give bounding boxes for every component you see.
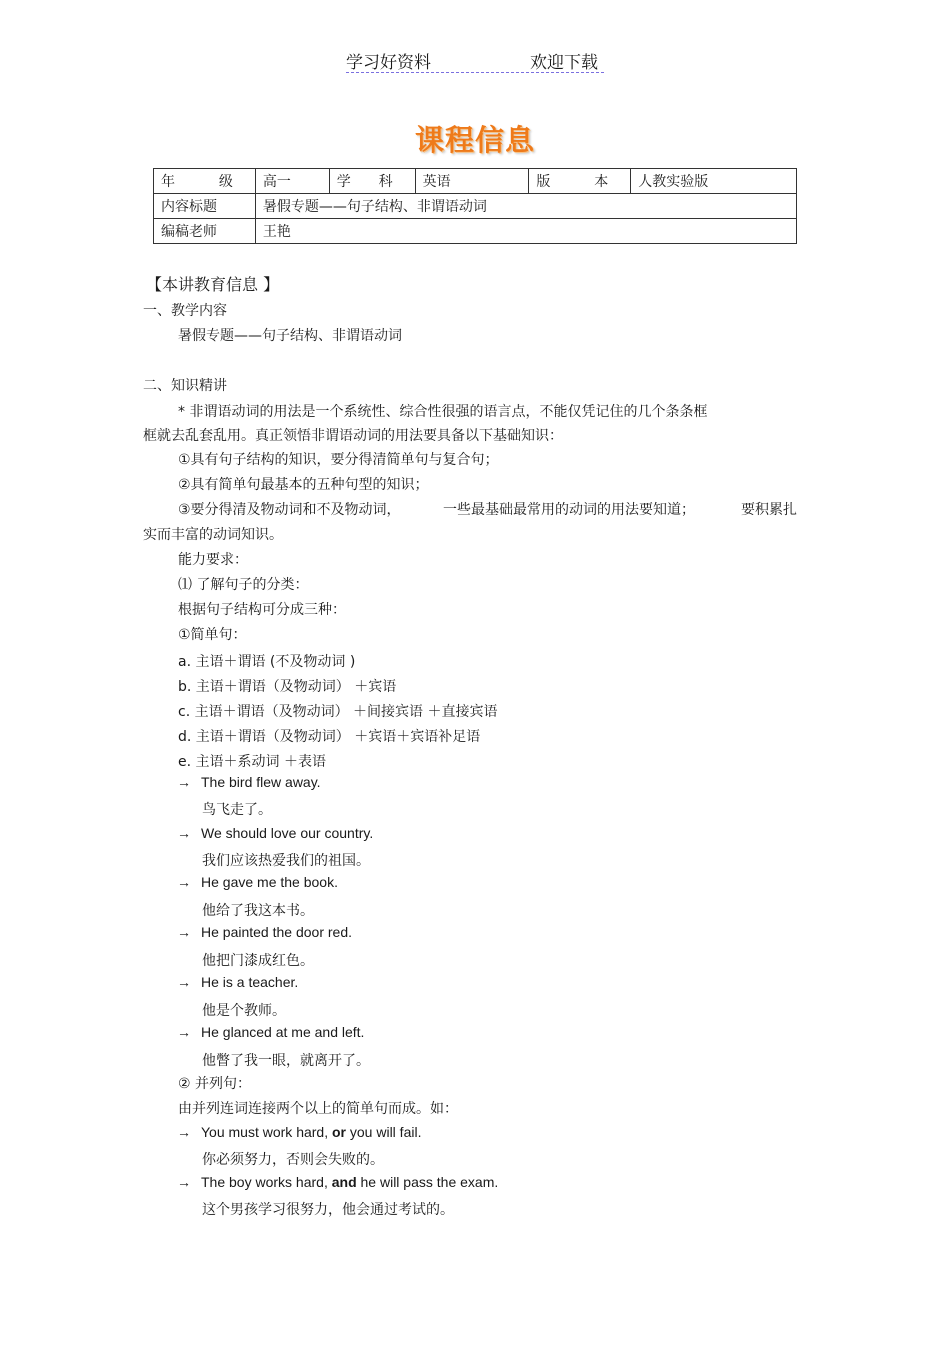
section-2-title: 二、知识精讲: [143, 378, 227, 394]
arrow-icon: →: [177, 774, 191, 790]
arrow-icon: →: [177, 1124, 191, 1140]
example-en: → The bird flew away.: [177, 774, 321, 790]
example-en: → The boy works hard, and he will pass the exam.: [177, 1174, 499, 1190]
example-en: → He gave me the book.: [177, 874, 338, 890]
editor-label: 编稿老师: [154, 219, 256, 244]
pattern-a: a. 主语＋谓语 (不及物动词 ): [178, 654, 356, 670]
example-en: → He glanced at me and left.: [177, 1024, 365, 1040]
arrow-icon: →: [177, 825, 191, 841]
classification-text: 根据句子结构可分成三种：: [178, 602, 346, 618]
table-row: [154, 169, 797, 194]
edition-value: 人教实验版: [631, 169, 797, 194]
example-en: → He is a teacher.: [177, 974, 299, 990]
example-zh: 他给了我这本书。: [202, 903, 314, 919]
section-title: 【本讲教育信息 】: [146, 275, 280, 294]
pattern-c: c. 主语＋谓语（及物动词） ＋间接宾语 ＋直接宾语: [178, 704, 498, 720]
topic-label: 内容标题: [154, 194, 256, 219]
requirement-3-part-b: 一些最基础最常用的动词的用法要知道；: [443, 502, 695, 518]
example-zh: 他把门漆成红色。: [202, 953, 314, 969]
pattern-b: b. 主语＋谓语（及物动词） ＋宾语: [178, 679, 397, 695]
example-en: → We should love our country.: [177, 825, 374, 841]
pattern-d: d. 主语＋谓语（及物动词） ＋宾语＋宾语补足语: [178, 729, 481, 745]
item-1-heading: ⑴ 了解句子的分类：: [178, 577, 309, 593]
example-en: → You must work hard, or you will fail.: [177, 1124, 422, 1140]
edition-label: 版 本: [529, 169, 631, 194]
page-header: [346, 46, 604, 73]
editor-value: 王艳: [255, 219, 796, 244]
conjunction-text: and: [331, 1174, 357, 1190]
arrow-icon: →: [177, 924, 191, 940]
conjunction-text: or: [332, 1124, 346, 1140]
simple-sentence-heading: ①简单句：: [178, 627, 247, 643]
course-info-table: [153, 168, 797, 244]
table-row: [154, 194, 797, 219]
topic-value: 暑假专题——句子结构、非谓语动词: [255, 194, 796, 219]
grade-value: 高一: [255, 169, 329, 194]
header-right-text: 欢迎下载: [530, 53, 598, 73]
example-zh: 这个男孩学习很努力，他会通过考试的。: [202, 1202, 454, 1218]
course-info-title: 课程信息: [414, 123, 535, 157]
example-zh: 他是个教师。: [202, 1003, 286, 1019]
example-zh: 你必须努力，否则会失败的。: [202, 1152, 384, 1168]
arrow-icon: →: [177, 1174, 191, 1190]
ability-heading: 能力要求：: [178, 552, 248, 568]
requirement-3-line-2: 实而丰富的动词知识。: [143, 527, 283, 543]
requirement-3-part-c: 要积累扎: [741, 502, 797, 518]
header-left-text: 学习好资料: [346, 53, 431, 73]
example-zh: 我们应该热爱我们的祖国。: [202, 853, 370, 869]
arrow-icon: →: [177, 974, 191, 990]
paragraph-line: 框就去乱套乱用。真正领悟非谓语动词的用法要具备以下基础知识：: [143, 428, 563, 444]
example-zh: 鸟飞走了。: [202, 802, 272, 818]
grade-label: 年 级: [154, 169, 256, 194]
arrow-icon: →: [177, 1024, 191, 1040]
arrow-icon: →: [177, 874, 191, 890]
requirement-2: ②具有简单句最基本的五种句型的知识；: [178, 477, 429, 493]
example-en: → He painted the door red.: [177, 924, 352, 940]
requirement-3-part-a: ③要分得清及物动词和不及物动词，: [178, 502, 401, 518]
example-zh: 他瞥了我一眼，就离开了。: [202, 1053, 370, 1069]
compound-sentence-heading: ② 并列句：: [178, 1076, 252, 1092]
pattern-e: e. 主语＋系动词 ＋表语: [178, 754, 326, 770]
requirement-1: ①具有句子结构的知识，要分得清简单句与复合句；: [178, 452, 499, 468]
compound-description: 由并列连词连接两个以上的简单句而成。如：: [178, 1101, 458, 1117]
section-1-body: 暑假专题——句子结构、非谓语动词: [178, 328, 402, 344]
table-row: [154, 219, 797, 244]
section-1-title: 一、教学内容: [143, 303, 227, 319]
subject-label: 学 科: [329, 169, 415, 194]
subject-value: 英语: [415, 169, 529, 194]
paragraph-line: * 非谓语动词的用法是一个系统性、综合性很强的语言点，不能仅凭记住的几个条条框: [178, 404, 708, 420]
